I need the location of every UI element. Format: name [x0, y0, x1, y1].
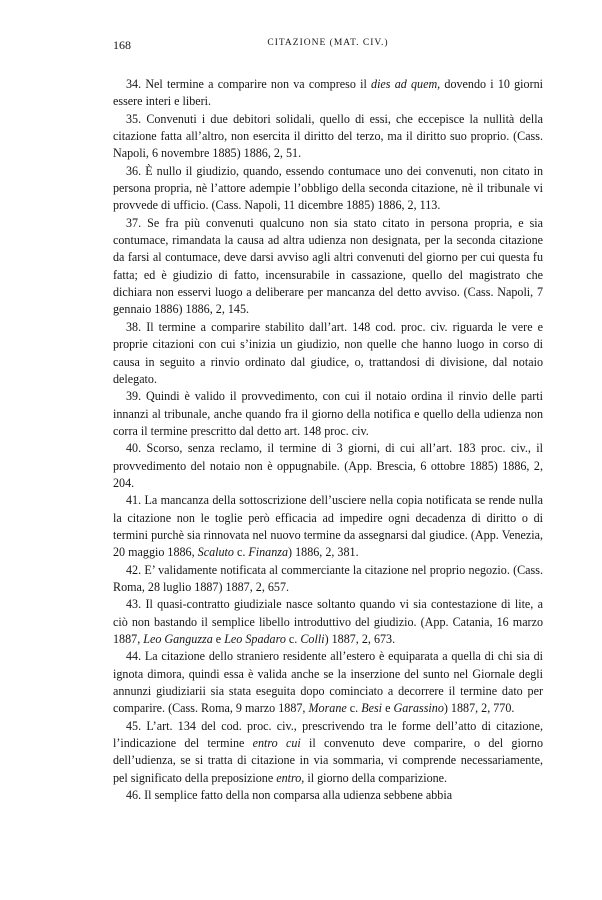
entry-38: 38. Il termine a comparire stabilito dall’art. 148 cod. proc. civ. riguarda le vere e proprie citazioni con cui s’inizia un giudizio, non quelle che hanno luogo in corso di causa in seguito a rinvio ordinato dal giudice, o, trattandosi di divisione, dal notaio delegato. — [113, 319, 543, 386]
entry-number: 36. — [126, 163, 142, 178]
entry-number: 46. — [126, 788, 142, 803]
entry-46: 46. Il semplice fatto della non comparsa alla udienza sebbene abbia — [126, 788, 453, 803]
entry-number: 39. — [126, 389, 142, 404]
entry-number: 45. — [126, 718, 142, 733]
entry-number: 44. — [126, 649, 142, 664]
running-title: CITAZIONE (MAT. CIV.) — [267, 38, 389, 48]
entry-41: 41. La mancanza della sottoscrizione dell’usciere nella copia notificata se rende nulla la citazione non le toglie però efficacia ad impedire ogni decadenza di diritto o di termini purchè sia rinnovata nel nuovo termine da assegnarsi dal giudice. (App. Venezia, 20 maggio 1886, Scaluto c. Finanza) 1886, 2, 381. — [113, 493, 543, 560]
entry-40: 40. Scorso, senza reclamo, il termine di 3 giorni, di cui all’art. 183 proc. civ., il provvedimento del notaio non è oppugnabile. (App. Brescia, 6 ottobre 1885) 1886, 2, 204. — [113, 441, 543, 490]
entry-number: 42. — [126, 562, 142, 577]
entry-42: 42. E’ validamente notificata al commerciante la citazione nel proprio negozio. (Cass. Roma, 28 luglio 1887) 1887, 2, 657. — [113, 562, 543, 594]
entry-number: 35. — [126, 111, 142, 126]
entry-43: 43. Il quasi-contratto giudiziale nasce soltanto quando vi sia contestazione di lite, a ciò non bastando il semplice libello introduttivo del giudizio. (App. Catania, 16 marzo 1887, Leo Ganguzza e Leo Spadaro c. Colli) 1887, 2, 673. — [113, 597, 543, 646]
entry-number: 43. — [126, 597, 142, 612]
entry-45: 45. L’art. 134 del cod. proc. civ., prescrivendo tra le forme dell’atto di citazione, l’indicazione del termine entro cui il convenuto deve comparire, o del giorno dell’udienza, se si tratta di citazione in via sommaria, vi comprende necessariamente, pel significato della preposizione entro, il giorno della comparizione. — [113, 718, 543, 785]
page-header — [113, 38, 543, 54]
page-number: 168 — [113, 38, 131, 52]
entry-36: 36. È nullo il giudizio, quando, essendo contumace uno dei convenuti, non citato in persona propria, nè l’attore adempie l’obbligo della seconda citazione, nè il tribunale vi provvede di ufficio. (Cass. Napoli, 11 dicembre 1885) 1886, 2, 113. — [113, 163, 543, 213]
entry-34: 34. Nel termine a comparire non va compreso il dies ad quem, dovendo i 10 giorni essere interi e liberi. — [113, 77, 544, 109]
body-text — [113, 76, 543, 804]
entry-number: 40. — [126, 441, 142, 456]
entry-number: 41. — [126, 493, 142, 508]
entry-39: 39. Quindi è valido il provvedimento, con cui il notaio ordina il rinvio delle parti innanzi al tribunale, anche quando fra il giorno della notifica e quello della udienza non corra il termine prescritto dal detto art. 148 proc. civ. — [113, 389, 543, 438]
entry-number: 38. — [126, 319, 142, 334]
entry-35: 35. Convenuti i due debitori solidali, quello di essi, che eccepisce la nullità della citazione fatta all’altro, non esercita il diritto del terzo, ma il diritto suo proprio. (Cass. Napoli, 6 novembre 1885) 1886, 2, 51. — [113, 111, 543, 161]
entry-37: 37. Se fra più convenuti qualcuno non sia stato citato in persona propria, e sia contumace, rimandata la causa ad altra udienza non designata, per la seconda citazione da farsi al contumace, deve darsi avviso agli altri convenuti del giorno per cui questa fu fatta; ed è giudizio di fatto, incensurabile in cassazione, quello del magistrato che dichiara non esservi luogo a deliberare per mancanza del detto avviso. (Cass. Napoli, 7 gennaio 1886) 1886, 2, 145. — [113, 215, 543, 317]
entry-44: 44. La citazione dello straniero residente all’estero è equiparata a quella di chi sia di ignota dimora, quindi essa è valida anche se la inserzione del sunto nel Giornale degli annunzi giudiziarii sia stata eseguita dopo cominciato a decorrere il termine dato per comparire. (Cass. Roma, 9 marzo 1887, Morane c. Besi e Garassino) 1887, 2, 770. — [113, 649, 543, 716]
entry-number: 37. — [126, 215, 142, 230]
entry-number: 34. — [126, 77, 142, 91]
